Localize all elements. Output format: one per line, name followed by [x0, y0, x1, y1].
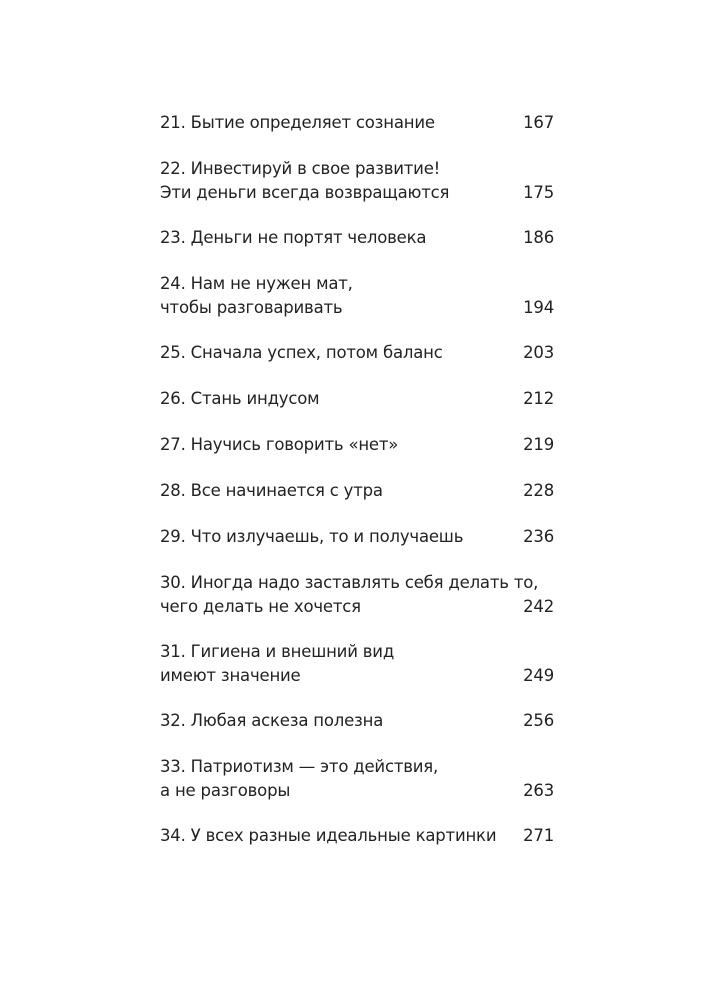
toc-entry [160, 479, 554, 503]
toc-title-line: чтобы разговаривать [160, 298, 343, 317]
toc-title-line: чего делать не хочется [160, 597, 361, 616]
toc-page-number: 203 [523, 343, 554, 362]
toc-entry [160, 433, 554, 457]
toc-entry [160, 387, 554, 411]
toc-entry [160, 341, 554, 365]
toc-entry-title [160, 479, 554, 503]
toc-entry [160, 755, 554, 803]
toc-title-line: 27. Научись говорить «нет» [160, 435, 399, 454]
toc-entry-title [160, 272, 554, 320]
toc-page-number: 175 [523, 183, 554, 202]
toc-entry-title [160, 226, 554, 250]
toc-title-line: а не разговоры [160, 781, 291, 800]
toc-title-line: 21. Бытие определяет сознание [160, 113, 435, 132]
toc-title-line: 31. Гигиена и внешний вид [160, 642, 395, 661]
toc-title-line: 26. Стань индусом [160, 389, 320, 408]
toc-entry-title [160, 341, 554, 365]
toc-title-line: имеют значение [160, 666, 301, 685]
toc-entry [160, 157, 554, 205]
toc-entry [160, 525, 554, 549]
toc-page-number: 263 [523, 781, 554, 800]
toc-title-line: 32. Любая аскеза полезна [160, 711, 384, 730]
toc-entry-title [160, 824, 554, 848]
toc-page-number: 228 [523, 481, 554, 500]
toc-page-number: 242 [523, 597, 554, 616]
toc-entry-title [160, 709, 554, 733]
toc-title-line: 28. Все начинается с утра [160, 481, 383, 500]
toc-page-number: 212 [523, 389, 554, 408]
toc-page-number: 219 [523, 435, 554, 454]
toc-entry [160, 709, 554, 733]
toc-title-line: 34. У всех разные идеальные картинки [160, 826, 497, 845]
toc-page-number: 256 [523, 711, 554, 730]
toc-title-line: 22. Инвестируй в свое развитие! [160, 159, 441, 178]
toc-entry-title [160, 111, 554, 135]
toc-entry [160, 111, 554, 135]
toc-entry-title [160, 755, 554, 803]
toc-entry-title [160, 157, 554, 205]
toc-entry [160, 272, 554, 320]
toc-page-number: 249 [523, 666, 554, 685]
toc-title-line: 23. Деньги не портят человека [160, 228, 427, 247]
toc-entry [160, 824, 554, 848]
toc-title-line: 33. Патриотизм — это действия, [160, 757, 439, 776]
toc-page-number: 271 [523, 826, 554, 845]
toc-entry-title [160, 525, 554, 549]
toc-entry-title [160, 387, 554, 411]
toc-entry-title [160, 640, 554, 688]
toc-entry [160, 226, 554, 250]
table-of-contents [160, 111, 554, 870]
toc-entry [160, 640, 554, 688]
toc-title-line: 30. Иногда надо заставлять себя делать то, [160, 573, 539, 592]
toc-title-line: 24. Нам не нужен мат, [160, 274, 353, 293]
toc-entry-title [160, 433, 554, 457]
toc-page-number: 194 [523, 298, 554, 317]
toc-title-line: Эти деньги всегда возвращаются [160, 183, 450, 202]
toc-entry-title [160, 571, 554, 619]
toc-page-number: 186 [523, 228, 554, 247]
toc-entry [160, 571, 554, 619]
toc-page-number: 167 [523, 113, 554, 132]
toc-page-number: 236 [523, 527, 554, 546]
toc-title-line: 25. Сначала успех, потом баланс [160, 343, 443, 362]
toc-title-line: 29. Что излучаешь, то и получаешь [160, 527, 464, 546]
